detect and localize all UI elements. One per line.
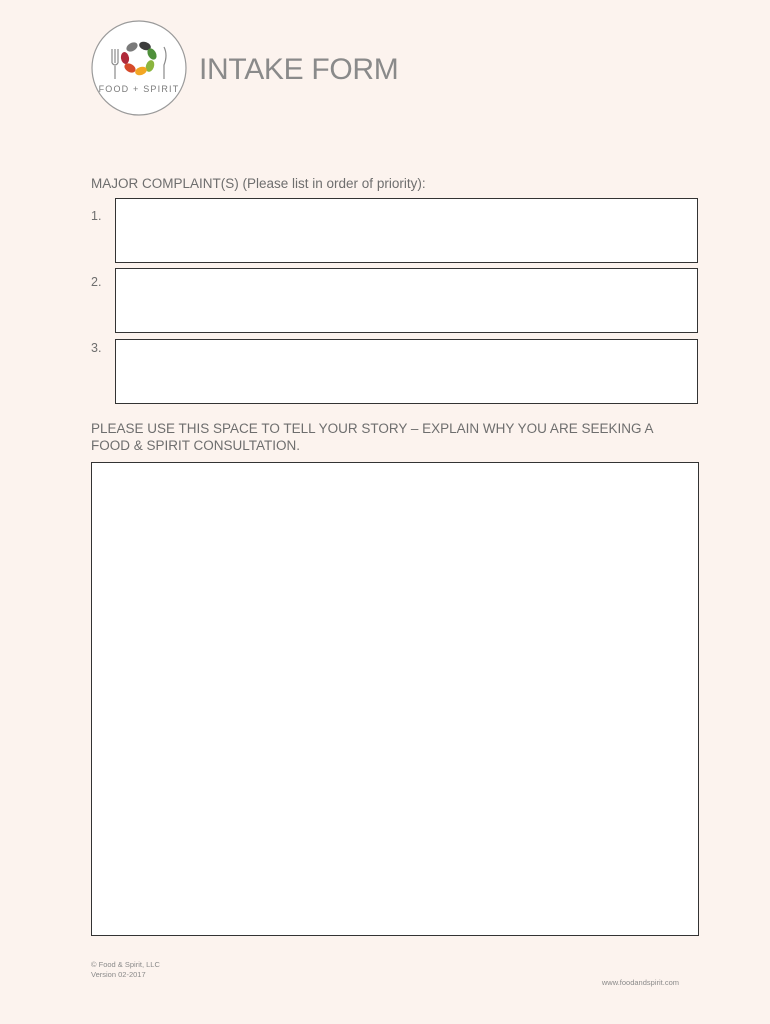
story-label-line-1: PLEASE USE THIS SPACE TO TELL YOUR STORY – EXPLAIN WHY YOU ARE SEEKING A: [91, 421, 654, 436]
version-text: Version 02-2017: [91, 970, 146, 979]
page-title: INTAKE FORM: [199, 53, 399, 86]
story-label: [91, 420, 711, 454]
story-field[interactable]: [91, 462, 699, 936]
complaint-field-2[interactable]: [115, 268, 698, 333]
complaints-label: MAJOR COMPLAINT(S) (Please list in order of priority):: [91, 176, 426, 191]
complaint-number-2: 2.: [91, 275, 102, 289]
complaint-number-1: 1.: [91, 209, 102, 223]
footer-info: [91, 960, 160, 980]
complaint-number-3: 3.: [91, 341, 102, 355]
complaint-field-1[interactable]: [115, 198, 698, 263]
logo-text: FOOD + SPIRIT: [98, 84, 180, 94]
food-spirit-logo-icon: [90, 19, 188, 117]
logo: [90, 19, 188, 117]
copyright-text: © Food & Spirit, LLC: [91, 960, 160, 969]
story-label-line-2: FOOD & SPIRIT CONSULTATION.: [91, 438, 301, 453]
website-text: www.foodandspirit.com: [601, 978, 679, 987]
complaint-field-3[interactable]: [115, 339, 698, 404]
